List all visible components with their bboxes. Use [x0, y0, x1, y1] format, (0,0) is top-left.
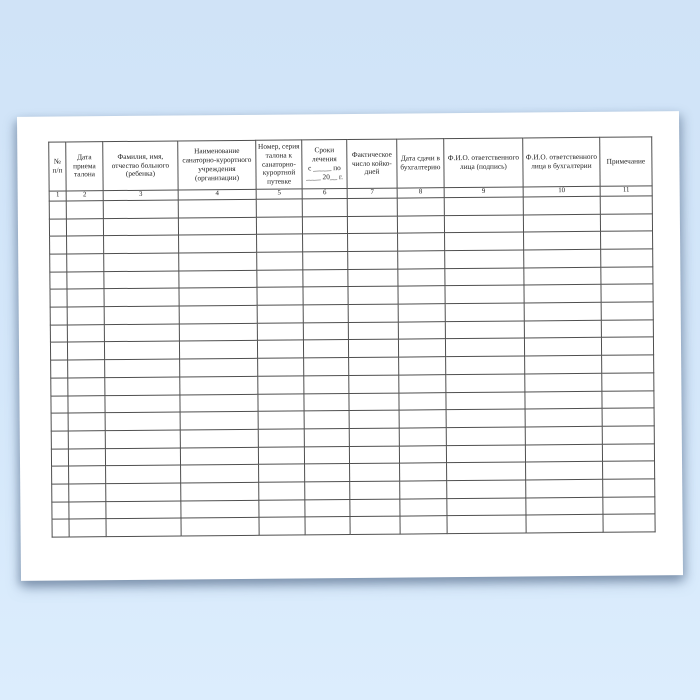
empty-cell — [256, 217, 302, 235]
empty-cell — [106, 465, 181, 483]
empty-cell — [348, 233, 398, 251]
empty-cell — [104, 253, 179, 271]
empty-cell — [303, 322, 348, 340]
empty-cell — [67, 324, 104, 342]
column-header-6: Сроки лечения с _____ по ____ 20__ г. — [302, 140, 347, 189]
empty-cell — [398, 233, 445, 251]
empty-cell — [104, 271, 179, 289]
empty-cell — [259, 464, 305, 482]
empty-cell — [524, 249, 601, 267]
empty-cell — [179, 323, 257, 341]
empty-cell — [52, 466, 69, 484]
empty-cell — [602, 426, 654, 444]
empty-cell — [524, 338, 601, 356]
empty-cell — [601, 320, 653, 338]
column-number-7: 7 — [347, 188, 397, 198]
empty-cell — [67, 307, 104, 325]
empty-cell — [350, 516, 400, 534]
empty-cell — [445, 232, 524, 250]
column-number-1: 1 — [49, 191, 66, 201]
empty-cell — [67, 289, 104, 307]
empty-cell — [258, 429, 304, 447]
empty-cell — [445, 285, 524, 303]
empty-cell — [51, 431, 68, 449]
empty-cell — [304, 358, 349, 376]
empty-cell — [105, 430, 180, 448]
empty-cell — [180, 394, 258, 412]
empty-cell — [258, 358, 304, 376]
empty-cell — [304, 375, 349, 393]
empty-cell — [397, 215, 444, 233]
empty-cell — [51, 413, 68, 431]
empty-cell — [105, 448, 180, 466]
empty-cell — [526, 462, 603, 480]
empty-cell — [348, 340, 398, 358]
empty-cell — [257, 287, 303, 305]
empty-cell — [349, 357, 399, 375]
empty-cell — [50, 307, 67, 325]
column-number-9: 9 — [444, 187, 523, 198]
empty-cell — [397, 198, 444, 216]
empty-cell — [447, 498, 526, 516]
empty-cell — [399, 357, 446, 375]
empty-cell — [304, 393, 349, 411]
empty-cell — [400, 516, 447, 534]
empty-cell — [68, 378, 105, 396]
empty-cell — [399, 410, 446, 428]
empty-cell — [398, 286, 445, 304]
empty-cell — [348, 251, 398, 269]
empty-cell — [105, 359, 180, 377]
empty-cell — [305, 481, 350, 499]
empty-cell — [445, 250, 524, 268]
empty-cell — [304, 446, 349, 464]
empty-cell — [523, 196, 600, 214]
header-row — [49, 137, 652, 191]
empty-cell — [349, 446, 399, 464]
empty-cell — [603, 461, 655, 479]
column-number-3: 3 — [103, 190, 178, 201]
empty-cell — [257, 323, 303, 341]
empty-cell — [524, 232, 601, 250]
empty-cell — [399, 375, 446, 393]
empty-cell — [445, 268, 524, 286]
empty-cell — [179, 288, 257, 306]
empty-cell — [256, 199, 302, 217]
empty-cell — [602, 373, 654, 391]
column-number-4: 4 — [178, 189, 256, 200]
empty-cell — [67, 271, 104, 289]
empty-cell — [303, 287, 348, 305]
empty-cell — [347, 216, 397, 234]
empty-cell — [104, 341, 179, 359]
empty-cell — [348, 304, 398, 322]
empty-cell — [398, 321, 445, 339]
column-header-5: Номер, серия талона к санаторно-курортной путевке — [256, 140, 302, 189]
column-number-8: 8 — [397, 188, 444, 198]
empty-cell — [50, 236, 67, 254]
empty-cell — [181, 482, 259, 500]
empty-cell — [348, 269, 398, 287]
empty-cell — [350, 481, 400, 499]
empty-cell — [303, 234, 348, 252]
empty-cell — [600, 214, 652, 232]
empty-cell — [602, 390, 654, 408]
empty-cell — [51, 449, 68, 467]
empty-cell — [601, 337, 653, 355]
empty-cell — [181, 518, 259, 536]
empty-cell — [69, 519, 106, 537]
voucher-journal-table — [48, 136, 655, 537]
empty-cell — [600, 196, 652, 214]
empty-cell — [347, 198, 397, 216]
empty-cell — [69, 501, 106, 519]
empty-cell — [444, 197, 523, 215]
empty-cell — [259, 482, 305, 500]
empty-cell — [601, 231, 653, 249]
empty-cell — [524, 302, 601, 320]
empty-cell — [180, 447, 258, 465]
empty-cell — [400, 498, 447, 516]
empty-cell — [602, 408, 654, 426]
empty-cell — [104, 235, 179, 253]
column-number-11: 11 — [600, 186, 652, 196]
empty-cell — [603, 479, 655, 497]
empty-cell — [181, 465, 259, 483]
empty-cell — [106, 483, 181, 501]
empty-cell — [105, 395, 180, 413]
empty-cell — [68, 448, 105, 466]
column-header-8: Дата сдачи в бухгалтерию — [397, 139, 444, 188]
empty-cell — [524, 320, 601, 338]
empty-cell — [68, 395, 105, 413]
column-number-5: 5 — [256, 189, 302, 199]
empty-cell — [399, 428, 446, 446]
empty-cell — [398, 251, 445, 269]
empty-cell — [103, 218, 178, 236]
empty-cell — [399, 445, 446, 463]
empty-cell — [50, 342, 67, 360]
empty-cell — [525, 409, 602, 427]
empty-cell — [258, 376, 304, 394]
empty-cell — [49, 201, 66, 219]
column-header-10: Ф.И.О. ответственного лица в бухгалтерии — [523, 137, 600, 187]
empty-cell — [50, 272, 67, 290]
empty-cell — [104, 288, 179, 306]
empty-cell — [105, 377, 180, 395]
empty-cell — [350, 499, 400, 517]
empty-cell — [601, 249, 653, 267]
empty-cell — [179, 341, 257, 359]
empty-cell — [258, 447, 304, 465]
empty-cell — [447, 480, 526, 498]
empty-cell — [305, 517, 350, 535]
empty-cell — [52, 519, 69, 537]
empty-cell — [446, 374, 525, 392]
empty-cell — [302, 216, 347, 234]
empty-cell — [446, 409, 525, 427]
empty-cell — [180, 412, 258, 430]
empty-cell — [349, 428, 399, 446]
empty-cell — [257, 252, 303, 270]
empty-cell — [179, 252, 257, 270]
empty-cell — [305, 464, 350, 482]
empty-cell — [525, 444, 602, 462]
empty-cell — [257, 305, 303, 323]
empty-cell — [602, 443, 654, 461]
empty-cell — [601, 302, 653, 320]
empty-cell — [444, 215, 523, 233]
empty-cell — [526, 515, 603, 533]
empty-cell — [350, 463, 400, 481]
column-header-3: Фамилия, имя, отчество больного (ребенка) — [103, 141, 178, 191]
column-number-10: 10 — [523, 186, 600, 197]
empty-cell — [50, 325, 67, 343]
empty-cell — [526, 497, 603, 515]
empty-cell — [50, 254, 67, 272]
empty-cell — [524, 267, 601, 285]
empty-cell — [302, 199, 347, 217]
empty-cell — [400, 481, 447, 499]
empty-cell — [525, 426, 602, 444]
empty-cell — [179, 270, 257, 288]
empty-cell — [51, 360, 68, 378]
empty-cell — [446, 445, 525, 463]
empty-cell — [51, 378, 68, 396]
empty-cell — [349, 375, 399, 393]
empty-cell — [104, 324, 179, 342]
paper-sheet — [17, 111, 683, 581]
empty-cell — [181, 500, 259, 518]
empty-cell — [105, 412, 180, 430]
column-header-11: Примечание — [600, 137, 652, 186]
empty-cell — [179, 235, 257, 253]
empty-cell — [524, 285, 601, 303]
empty-cell — [445, 303, 524, 321]
table-body — [49, 196, 655, 537]
empty-cell — [303, 252, 348, 270]
empty-cell — [69, 466, 106, 484]
empty-cell — [447, 515, 526, 533]
empty-cell — [258, 411, 304, 429]
empty-cell — [66, 218, 103, 236]
empty-cell — [445, 321, 524, 339]
empty-cell — [446, 356, 525, 374]
empty-cell — [303, 269, 348, 287]
column-header-9: Ф.И.О. ответственного лица (подпись) — [444, 138, 523, 188]
empty-cell — [525, 355, 602, 373]
empty-cell — [69, 484, 106, 502]
empty-cell — [398, 268, 445, 286]
empty-cell — [66, 201, 103, 219]
empty-cell — [398, 304, 445, 322]
empty-cell — [68, 431, 105, 449]
empty-cell — [601, 267, 653, 285]
empty-cell — [52, 502, 69, 520]
empty-cell — [526, 479, 603, 497]
empty-cell — [446, 427, 525, 445]
empty-cell — [178, 217, 256, 235]
empty-cell — [51, 396, 68, 414]
empty-cell — [304, 428, 349, 446]
empty-cell — [67, 342, 104, 360]
column-header-4: Наименование санаторно-курортного учреждения (организации) — [178, 140, 256, 190]
empty-cell — [603, 514, 655, 532]
empty-cell — [445, 338, 524, 356]
empty-cell — [303, 340, 348, 358]
column-header-2: Дата приема талона — [66, 142, 103, 191]
empty-cell — [349, 410, 399, 428]
empty-cell — [49, 219, 66, 237]
empty-cell — [258, 393, 304, 411]
empty-cell — [400, 463, 447, 481]
empty-cell — [257, 340, 303, 358]
empty-cell — [348, 322, 398, 340]
empty-cell — [67, 254, 104, 272]
empty-cell — [180, 376, 258, 394]
empty-cell — [68, 413, 105, 431]
empty-cell — [259, 517, 305, 535]
empty-cell — [180, 429, 258, 447]
empty-cell — [106, 501, 181, 519]
column-header-7: Фактическое число койко-дней — [347, 139, 397, 188]
empty-cell — [523, 214, 600, 232]
empty-cell — [349, 393, 399, 411]
empty-cell — [106, 518, 181, 536]
empty-cell — [257, 234, 303, 252]
empty-cell — [601, 284, 653, 302]
empty-cell — [257, 270, 303, 288]
empty-cell — [602, 355, 654, 373]
empty-cell — [603, 497, 655, 515]
empty-cell — [447, 462, 526, 480]
empty-cell — [259, 500, 305, 518]
empty-cell — [104, 306, 179, 324]
empty-cell — [304, 411, 349, 429]
empty-cell — [525, 391, 602, 409]
empty-cell — [525, 373, 602, 391]
column-number-2: 2 — [66, 191, 103, 201]
empty-cell — [446, 392, 525, 410]
column-number-6: 6 — [302, 189, 347, 199]
empty-cell — [52, 484, 69, 502]
empty-cell — [67, 236, 104, 254]
column-header-1: № п/п — [49, 142, 66, 191]
empty-cell — [178, 199, 256, 217]
empty-cell — [305, 499, 350, 517]
empty-cell — [103, 200, 178, 218]
empty-cell — [179, 305, 257, 323]
empty-cell — [50, 289, 67, 307]
empty-cell — [68, 360, 105, 378]
empty-cell — [303, 305, 348, 323]
empty-cell — [399, 392, 446, 410]
empty-cell — [180, 358, 258, 376]
empty-cell — [348, 287, 398, 305]
empty-cell — [398, 339, 445, 357]
